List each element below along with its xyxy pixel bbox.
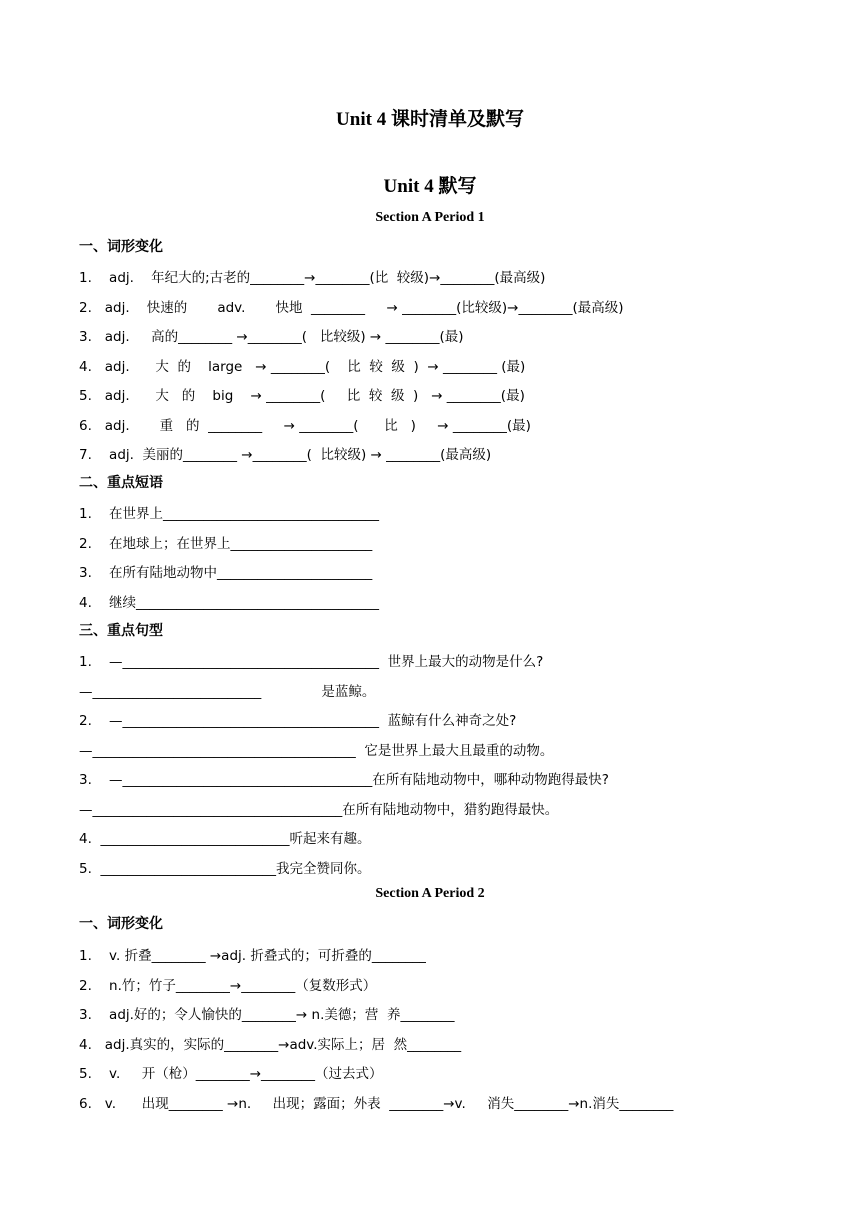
exercise-line: 1. v. 折叠________ →adj. 折叠式的；可折叠的________ [79, 948, 426, 964]
exercise-line: 3. 在所有陆地动物中_______________________ [79, 565, 373, 581]
exercise-line: 7. adj. 美丽的________ →________( 比较级) → ________(最高级) [79, 447, 492, 463]
exercise-line: 5. v. 开（枪）________→________（过去式） [79, 1066, 383, 1082]
exercise-line: 4. 继续____________________________________ [79, 595, 380, 611]
exercise-line: 1. adj. 年纪大的;古老的________→________(比 较级)→________(最高级) [79, 270, 546, 286]
exercise-line: —_________________________ 是蓝鲸。 [79, 684, 376, 700]
exercise-line: 2. 在地球上；在世界上_____________________ [79, 536, 373, 552]
part-heading-word-forms-2: 一、词形变化 [79, 916, 163, 932]
exercise-line: —_______________________________________ 它是世界上最大且最重的动物。 [79, 743, 554, 759]
exercise-line: 4. ____________________________听起来有趣。 [79, 831, 371, 847]
section-heading-a2: Section A Period 2 [375, 886, 485, 901]
exercise-line: 1. 在世界上________________________________ [79, 506, 380, 522]
exercise-line: 4. adj. 大 的 large → ________( 比 较 级 ) → ________ (最) [79, 359, 526, 375]
exercise-line: 6. adj. 重 的 ________ → ________( 比 ) → ________(最) [79, 418, 531, 434]
exercise-line: —_____________________________________在所有陆地动物中，猎豹跑得最快。 [79, 802, 559, 818]
part-heading-word-forms: 一、词形变化 [79, 239, 163, 255]
page-subtitle: Unit 4 默写 [383, 176, 477, 197]
section-heading-a1: Section A Period 1 [375, 210, 485, 225]
exercise-line: 3. —_____________________________________在所有陆地动物中，哪种动物跑得最快? [79, 772, 609, 788]
exercise-line: 4. adj.真实的，实际的________→adv.实际上；居 然________ [79, 1037, 462, 1053]
part-heading-phrases: 二、重点短语 [79, 475, 163, 491]
exercise-line: 2. adj. 快速的 adv. 快地 ________ → ________(比较级)→________(最高级) [79, 300, 624, 316]
exercise-line: 6. v. 出现________ →n. 出现；露面；外表 ________→v. 消失________→n.消失________ [79, 1096, 674, 1112]
exercise-line: 3. adj.好的；令人愉快的________→ n.美德；营 养________ [79, 1007, 455, 1023]
exercise-line: 1. —______________________________________ 世界上最大的动物是什么? [79, 654, 544, 670]
page-title: Unit 4 课时清单及默写 [336, 109, 524, 130]
exercise-line: 3. adj. 高的________ →________( 比较级) → ________(最) [79, 329, 464, 345]
exercise-line: 5. adj. 大 的 big → ________( 比 较 级 ) → ________(最) [79, 388, 525, 404]
exercise-line: 5. __________________________我完全赞同你。 [79, 861, 371, 877]
part-heading-sentences: 三、重点句型 [79, 623, 163, 639]
exercise-line: 2. —______________________________________ 蓝鲸有什么神奇之处? [79, 713, 517, 729]
exercise-line: 2. n.竹；竹子________→________（复数形式） [79, 978, 377, 994]
